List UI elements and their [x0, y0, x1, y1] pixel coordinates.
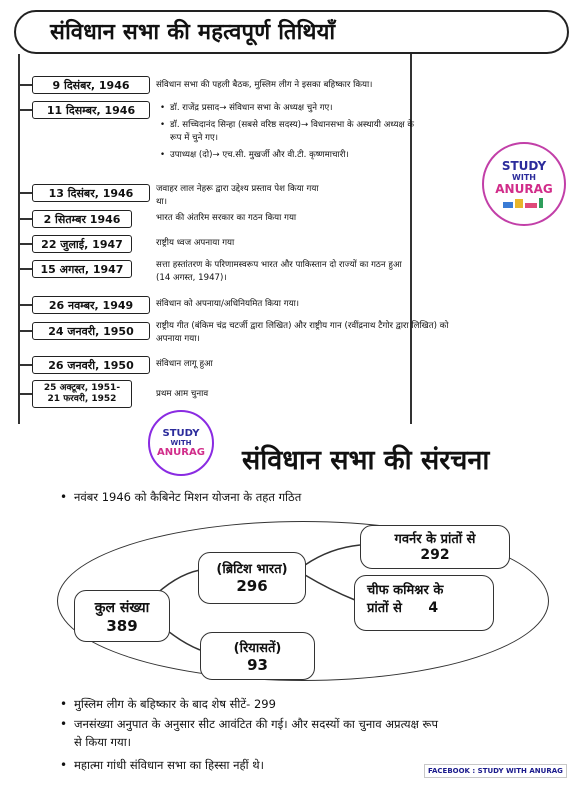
bullet-dot: •	[60, 697, 68, 711]
bullet-dot: •	[160, 103, 166, 113]
timeline-event: राष्ट्रीय ध्वज अपनाया गया	[156, 238, 235, 248]
timeline-date: 22 जुलाई, 1947	[32, 235, 132, 253]
point-text: जनसंख्या अनुपात के अनुसार सीट आवंटित की गई। और सदस्यों का चुनाव अप्रत्यक्ष रूप	[74, 717, 438, 731]
chief-commissioner-node	[354, 575, 494, 631]
timeline-date: 15 अगस्त, 1947	[32, 260, 132, 278]
princely-value: 93	[247, 656, 268, 674]
timeline-bullet: डॉ. सच्चिदानंद सिन्हा (सबसे वरिष्ठ सदस्य)→ विधानसभा के अस्थायी अध्यक्ष के	[170, 120, 415, 130]
logo-text: STUDY	[501, 158, 547, 173]
bullet-dot: •	[60, 490, 68, 504]
bullet-dot: •	[160, 120, 166, 130]
timeline-date: 24 जनवरी, 1950	[32, 322, 150, 340]
logo-text: STUDY	[162, 428, 200, 439]
timeline-event: जवाहर लाल नेहरू द्वारा उद्देश्य प्रस्ताव पेश किया गया	[156, 184, 319, 194]
timeline-date: 26 नवम्बर, 1949	[32, 296, 150, 314]
bullet-dot: •	[60, 758, 68, 772]
commissioner-value: 4	[428, 600, 439, 616]
total-value: 389	[106, 617, 138, 635]
british-label: (ब्रिटिश भारत)	[216, 562, 288, 577]
timeline-event: संविधान लागू हुआ	[156, 359, 213, 369]
point-text: मुस्लिम लीग के बहिष्कार के बाद शेष सीटें- 299	[74, 697, 276, 711]
timeline-date: 11 दिसम्बर, 1946	[32, 101, 150, 119]
timeline-bullet: उपाध्यक्ष (दो)→ एच.सी. मुखर्जी और वी.टी. कृष्णमाचारी।	[170, 150, 349, 160]
page-title: संविधान सभा की महत्वपूर्ण तिथियाँ	[50, 20, 336, 45]
total-members-node	[74, 590, 170, 642]
timeline-date: 9 दिसंबर, 1946	[32, 76, 150, 94]
date-range-start: 25 अक्टूबर, 1951-	[43, 383, 121, 393]
governor-provinces-node	[360, 525, 510, 569]
timeline-event: प्रथम आम चुनाव	[156, 389, 209, 399]
timeline-event: भारत की अंतरिम सरकार का गठन किया गया	[156, 213, 297, 223]
bullet-dot: •	[160, 150, 166, 160]
timeline-event: (14 अगस्त, 1947)।	[156, 273, 227, 283]
commissioner-label: चीफ कमिश्नर के	[367, 583, 444, 598]
logo-text: WITH	[170, 439, 192, 447]
section-title: संविधान सभा की संरचना	[242, 445, 490, 476]
section-intro: नवंबर 1946 को कैबिनेट मिशन योजना के तहत गठित	[74, 490, 302, 504]
british-value: 296	[236, 577, 268, 595]
timeline-event: अपनाया गया।	[156, 334, 200, 344]
timeline-event: सत्ता हस्तांतरण के परिणामस्वरूप भारत और पाकिस्तान दो राज्यों का गठन हुआ	[156, 260, 402, 270]
facebook-tag: FACEBOOK : STUDY WITH ANURAG	[424, 764, 567, 778]
governor-value: 292	[420, 547, 450, 563]
logo-text: ANURAG	[157, 447, 205, 458]
total-label: कुल संख्या	[94, 600, 150, 616]
point-text: से किया गया।	[74, 735, 132, 749]
timeline-date: 26 जनवरी, 1950	[32, 356, 150, 374]
timeline-event: संविधान सभा की पहली बैठक, मुस्लिम लीग ने इसका बहिष्कार किया।	[156, 80, 373, 90]
timeline-event: संविधान को अपनाया/अधिनियमित किया गया।	[156, 299, 300, 309]
timeline-bullet: रूप में चुने गए।	[170, 133, 218, 143]
princely-label: (रियासतें)	[233, 641, 282, 656]
logo-text: ANURAG	[495, 181, 553, 196]
timeline-event: था।	[156, 197, 167, 207]
timeline-bullet: डॉ. राजेंद्र प्रसाद→ संविधान सभा के अध्यक्ष चुने गए।	[170, 103, 333, 113]
bullet-dot: •	[60, 717, 68, 731]
governor-label: गवर्नर के प्रांतों से	[394, 532, 476, 547]
commissioner-label: प्रांतों से	[367, 601, 402, 616]
princely-states-node	[200, 632, 315, 680]
timeline-event: राष्ट्रीय गीत (बंकिम चंद्र चटर्जी द्वारा लिखित) और राष्ट्रीय गान (रवींद्रनाथ टैगोर द्वारा लिखित) को	[156, 321, 449, 331]
timeline-date: 13 दिसंबर, 1946	[32, 184, 150, 202]
date-range-end: 21 फरवरी, 1952	[47, 394, 117, 404]
logo-text: WITH	[512, 172, 536, 182]
timeline-date: 2 सितम्बर 1946	[32, 210, 132, 228]
british-india-node	[198, 552, 306, 604]
point-text: महात्मा गांधी संविधान सभा का हिस्सा नहीं थे।	[74, 758, 264, 772]
